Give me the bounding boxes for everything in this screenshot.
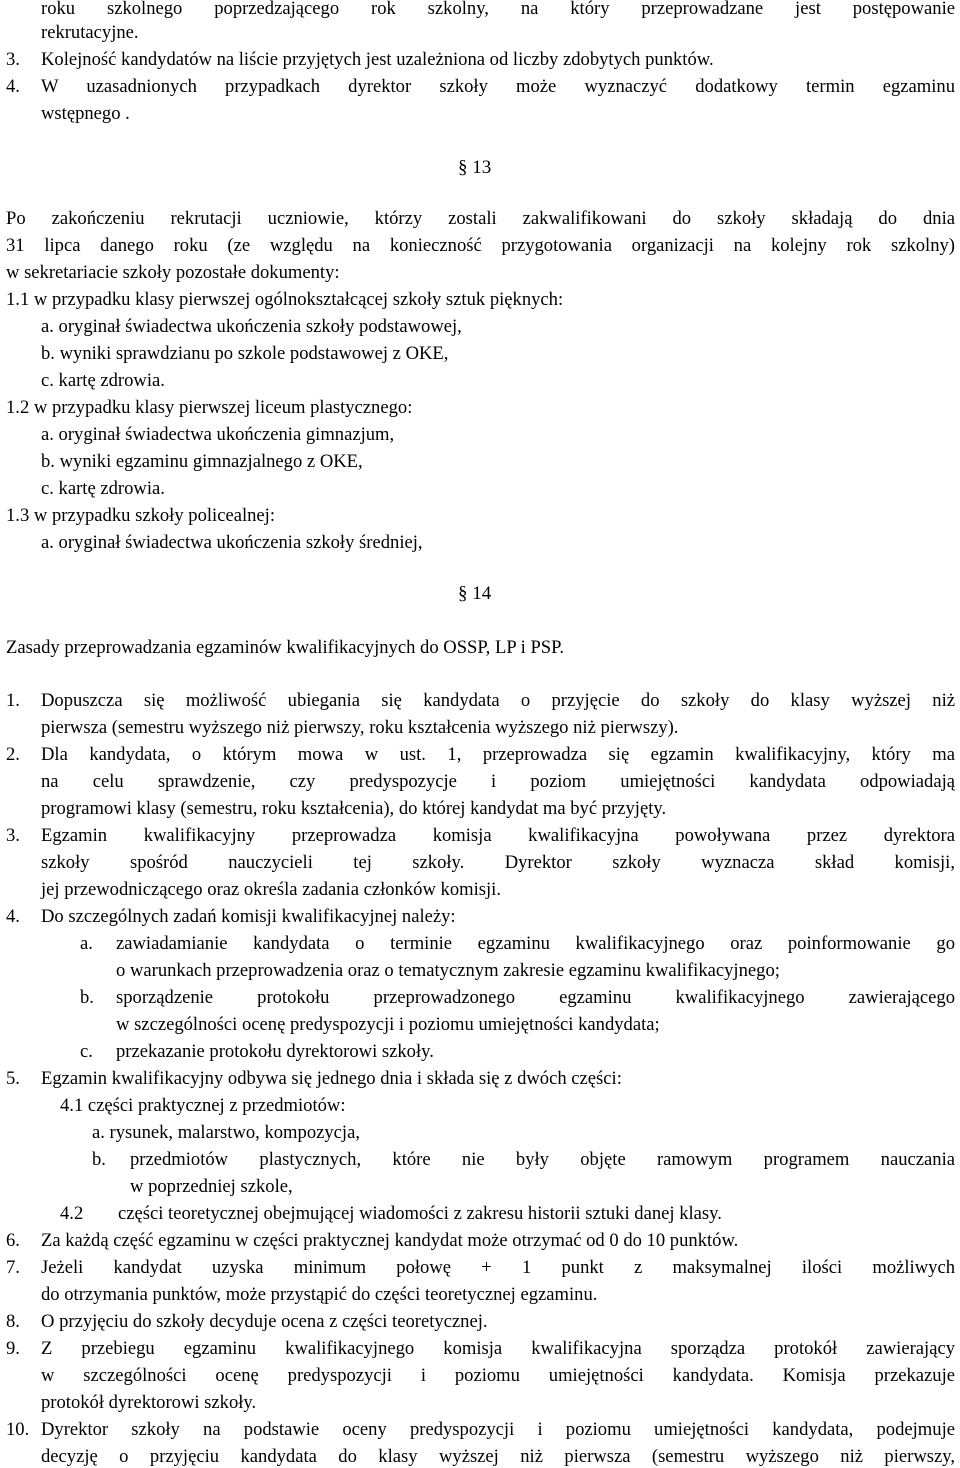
text-line: Do szczególnych zadań komisji kwalifikacyjnej należy: [41,906,456,927]
list-letter: b. [80,987,94,1008]
text-line: protokół dyrektorowi szkoły. [41,1392,257,1413]
text-line: szkoły spośród nauczycieli tej szkoły. Dyrektor szkoły wyznacza skład komisji, [41,852,955,873]
list-number: 4. [6,906,20,927]
text-line: w szczególności ocenę predyspozycji i poziomu umiejętności kandydata; [116,1014,660,1035]
text-line: Dla kandydata, o którym mowa w ust. 1, przeprowadza się egzamin kwalifikacyjny, który ma [41,744,955,765]
text-line: Z przebiegu egzaminu kwalifikacyjnego komisja kwalifikacyjna sporządza protokół zawierający [41,1338,955,1359]
list-number: 3. [6,49,20,70]
text-line: Egzamin kwalifikacyjny przeprowadza komisja kwalifikacyjna powoływana przez dyrektora [41,825,955,846]
list-item: 1.3 w przypadku szkoły policealnej: [6,505,276,526]
list-number: 5. [6,1068,20,1089]
list-number: 2. [6,744,20,765]
section-heading: § 13 [458,157,492,178]
list-item: b. wyniki egzaminu gimnazjalnego z OKE, [41,451,363,472]
text-line: jej przewodniczącego oraz określa zadania członków komisji. [41,879,501,900]
text-line: na celu sprawdzenie, czy predyspozycje i poziom umiejętności kandydata odpowiadają [41,771,955,792]
list-number: 4. [6,76,20,97]
section-heading: § 14 [458,583,492,604]
text-line: do otrzymania punktów, może przystąpić do części teoretycznej egzaminu. [41,1284,598,1305]
text-line: Kolejność kandydatów na liście przyjętych jest uzależniona od liczby zdobytych punktów. [41,49,714,70]
text-line: 31 lipca danego roku (ze względu na konieczność przygotowania organizacji na kolejny rok szkolny) [6,235,955,256]
list-item: a. oryginał świadectwa ukończenia szkoły podstawowej, [41,316,462,337]
list-letter: a. [80,933,93,954]
text-line: Dyrektor szkoły na podstawie oceny predyspozycji i poziomu umiejętności kandydata, podejmuje [41,1419,955,1440]
text-line: w sekretariacie szkoły pozostałe dokumenty: [6,262,340,283]
list-number: 7. [6,1257,20,1278]
text-line: Dopuszcza się możliwość ubiegania się kandydata o przyjęcie do szkoły do klasy wyższej niż [41,690,955,711]
text-line: W uzasadnionych przypadkach dyrektor szkoły może wyznaczyć dodatkowy termin egzaminu [41,76,955,97]
text-line: rekrutacyjne. [41,22,139,43]
list-number: 9. [6,1338,20,1359]
list-item: a. oryginał świadectwa ukończenia gimnazjum, [41,424,395,445]
text-line: w poprzedniej szkole, [130,1176,293,1197]
section-title: Zasady przeprowadzania egzaminów kwalifikacyjnych do OSSP, LP i PSP. [6,637,565,658]
text-line: pierwsza (semestru wyższego niż pierwszy, roku kształcenia wyższego niż pierwszy). [41,717,679,738]
text-line: Za każdą część egzaminu w części praktycznej kandydat może otrzymać od 0 do 10 punktów. [41,1230,739,1251]
text-line: programowi klasy (semestru, roku kształcenia), do której kandydat ma być przyjęty. [41,798,667,819]
text-line: roku szkolnego poprzedzającego rok szkolny, na który przeprowadzane jest postępowanie [41,0,955,19]
list-number: 8. [6,1311,20,1332]
text-line: sporządzenie protokołu przeprowadzonego egzaminu kwalifikacyjnego zawierającego [116,987,955,1008]
text-line: zawiadamianie kandydata o terminie egzaminu kwalifikacyjnego oraz poinformowanie go [116,933,955,954]
text-line: przedmiotów plastycznych, które nie były objęte ramowym programem nauczania [130,1149,955,1170]
list-number: 6. [6,1230,20,1251]
list-item: c. kartę zdrowia. [41,370,165,391]
text-line: O przyjęciu do szkoły decyduje ocena z części teoretycznej. [41,1311,488,1332]
list-item: a. oryginał świadectwa ukończenia szkoły średniej, [41,532,423,553]
list-item: b. wyniki sprawdzianu po szkole podstawowej z OKE, [41,343,449,364]
list-number: 3. [6,825,20,846]
text-line: wstępnego . [41,103,130,124]
text-line: przekazanie protokołu dyrektorowi szkoły. [116,1041,434,1062]
text-line: 4.1 części praktycznej z przedmiotów: [60,1095,346,1116]
text-line: Egzamin kwalifikacyjny odbywa się jednego dnia i składa się z dwóch części: [41,1068,622,1089]
text-line: części teoretycznej obejmującej wiadomości z zakresu historii sztuki danej klasy. [118,1203,722,1224]
list-number: 4.2 [60,1203,84,1224]
list-letter: c. [80,1041,93,1062]
list-item: c. kartę zdrowia. [41,478,165,499]
list-item: 1.2 w przypadku klasy pierwszej liceum plastycznego: [6,397,413,418]
text-line: a. rysunek, malarstwo, kompozycja, [92,1122,360,1143]
text-line: Jeżeli kandydat uzyska minimum połowę + 1 punkt z maksymalnej ilości możliwych [41,1257,955,1278]
list-number: 10. [6,1419,30,1440]
text-line: w szczególności ocenę predyspozycji i poziomu umiejętności kandydata. Komisja przekazuje [41,1365,955,1386]
list-item: 1.1 w przypadku klasy pierwszej ogólnokształcącej szkoły sztuk pięknych: [6,289,564,310]
list-letter: b. [92,1149,106,1170]
text-line: decyzję o przyjęciu kandydata do klasy wyższej niż pierwsza (semestru wyższego niż pierwszy, [41,1446,955,1467]
list-number: 1. [6,690,20,711]
text-line: o warunkach przeprowadzenia oraz o tematycznym zakresie egzaminu kwalifikacyjnego; [116,960,780,981]
text-line: Po zakończeniu rekrutacji uczniowie, którzy zostali zakwalifikowani do szkoły składają do dnia [6,208,955,229]
